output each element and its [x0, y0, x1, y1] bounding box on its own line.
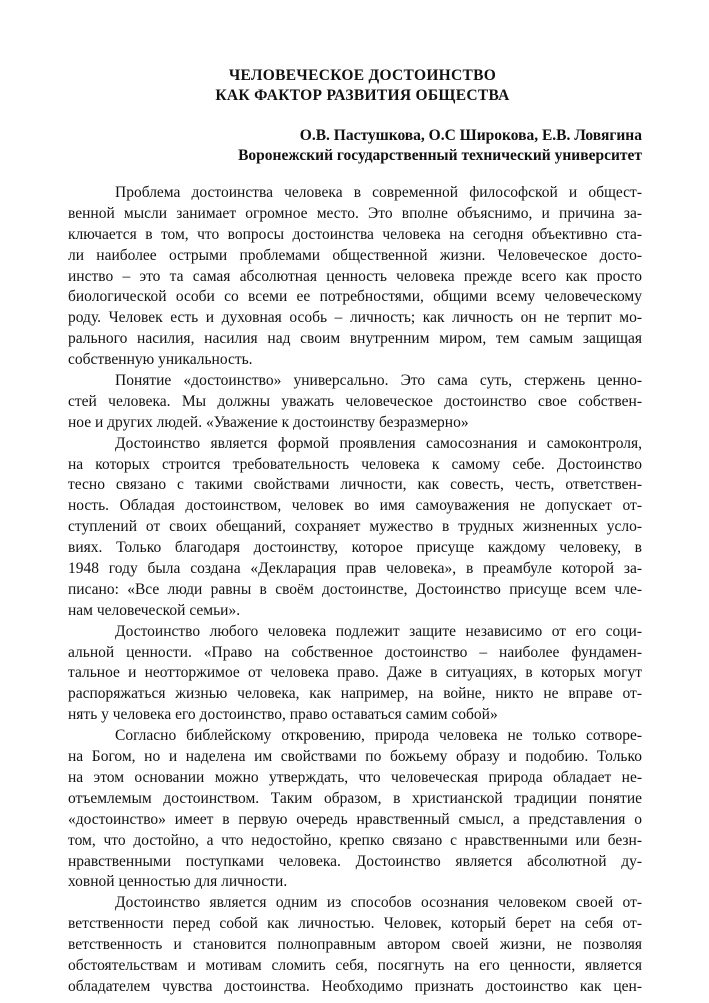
text-line: на Богом, но и наделена им свойствами по божьему образу и подобию. Только [68, 748, 642, 766]
text-line: тесно связано с такими свойствами личности, как совесть, честь, ответствен- [68, 476, 642, 494]
text-line: альной ценности. «Право на собственное достоинство – наиболее фундамен- [68, 643, 642, 661]
paragraph [68, 622, 642, 726]
text-line: Проблема достоинства человека в современной философской и общест- [115, 184, 642, 201]
text-line: Достоинство любого человека подлежит защите независимо от его соци- [115, 622, 642, 640]
text-line: нам человеческой семьи». [68, 601, 241, 619]
text-line: ховной ценностью для личности. [68, 873, 288, 891]
paragraph [68, 371, 642, 434]
text-line: виях. Только благодаря достоинству, которое присуще каждому человеку, в [68, 539, 642, 557]
paragraph [68, 434, 642, 622]
text-line: ное и других людей. «Уважение к достоинству безразмерно» [68, 413, 469, 431]
text-line: ветственность и становится полноправным автором своей жизни, не позволяя [68, 936, 642, 954]
text-line: отъемлемым достоинством. Таким образом, в христианской традиции понятие [68, 789, 642, 807]
text-line: на этом основании можно утверждать, что человеческая природа обладает не- [68, 768, 642, 786]
text-line: собственную уникальность. [68, 351, 253, 369]
text-line: биологической особи со всеми ее потребностями, общими всему человеческому [68, 288, 642, 306]
text-line: Согласно библейскому откровению, природа человека не только сотворе- [115, 727, 642, 745]
text-line: ли наиболее острыми проблемами общественной жизни. Человеческое досто- [68, 246, 642, 264]
text-line: Понятие «достоинство» универсально. Это сама суть, стержень ценно- [115, 372, 642, 390]
text-line: нять у человека его достоинство, право оставаться самим собой» [68, 706, 498, 724]
title-line-2: КАК ФАКТОР РАЗВИТИЯ ОБЩЕСТВА [215, 87, 510, 104]
authors-block [238, 126, 642, 166]
text-line: 1948 году была создана «Декларация прав человека», в преамбуле которой за- [68, 560, 642, 578]
text-line: «достоинство» имеет в первую очередь нравственный смысл, а представления о [68, 810, 642, 828]
text-line: ветственности перед собой как личностью. Человек, который берет на себя от- [68, 915, 642, 933]
text-line: распоряжаться жизнью человека, как например, на войне, никто не вправе от- [68, 685, 642, 703]
article-body [68, 183, 642, 998]
text-line: роду. Человек есть и духовная особь – личность; как личность он не терпит мо- [68, 309, 642, 327]
article-title [0, 66, 709, 106]
text-line: венной мысли занимает огромное место. Это вполне объяснимо, и причина за- [68, 204, 642, 222]
text-line: стей человека. Мы должны уважать человеческое достоинство свое собствен- [68, 392, 642, 410]
text-line: инство – это та самая абсолютная ценность человека прежде всего как просто [68, 267, 642, 285]
paragraph [68, 183, 642, 371]
affiliation: Воронежский государственный технический университет [238, 147, 642, 164]
text-line: ступлений от своих обещаний, сохраняет мужество в трудных жизненных усло- [68, 518, 642, 536]
text-line: писано: «Все люди равны в своём достоинстве, Достоинство присуще всем чле- [68, 580, 642, 598]
text-line: ключается в том, что вопросы достоинства человека на сегодня объективно ста- [68, 225, 642, 243]
text-line: ность. Обладая достоинством, человек во имя самоуважения не допускает от- [68, 497, 642, 515]
text-line: на которых строится требовательность человека к самому себе. Достоинство [68, 455, 642, 473]
author-names: О.В. Пастушкова, О.С Широкова, Е.В. Ловягина [299, 127, 642, 144]
text-line: рального насилия, насилия над своим внутренним миром, тем самым защищая [68, 330, 642, 348]
text-line: обладателем чувства достоинства. Необходимо признать достоинство как цен- [68, 977, 642, 995]
text-line: Достоинство является одним из способов осознания человеком своей от- [115, 894, 642, 912]
text-line: том, что достойно, а что недостойно, крепко связано с нравственными или безн- [68, 831, 642, 849]
text-line: Достоинство является формой проявления самосознания и самоконтроля, [115, 434, 642, 452]
text-line: тальное и неотторжимое от человека право. Даже в ситуациях, в которых могут [68, 664, 642, 682]
paragraph [68, 726, 642, 893]
text-line: обстоятельствам и мотивам сломить себя, посягнуть на его ценности, является [68, 956, 642, 974]
title-line-1: ЧЕЛОВЕЧЕСКОЕ ДОСТОИНСТВО [228, 67, 497, 84]
paragraph [68, 893, 642, 997]
text-line: нравственными поступками человека. Достоинство является абсолютной ду- [68, 852, 642, 870]
